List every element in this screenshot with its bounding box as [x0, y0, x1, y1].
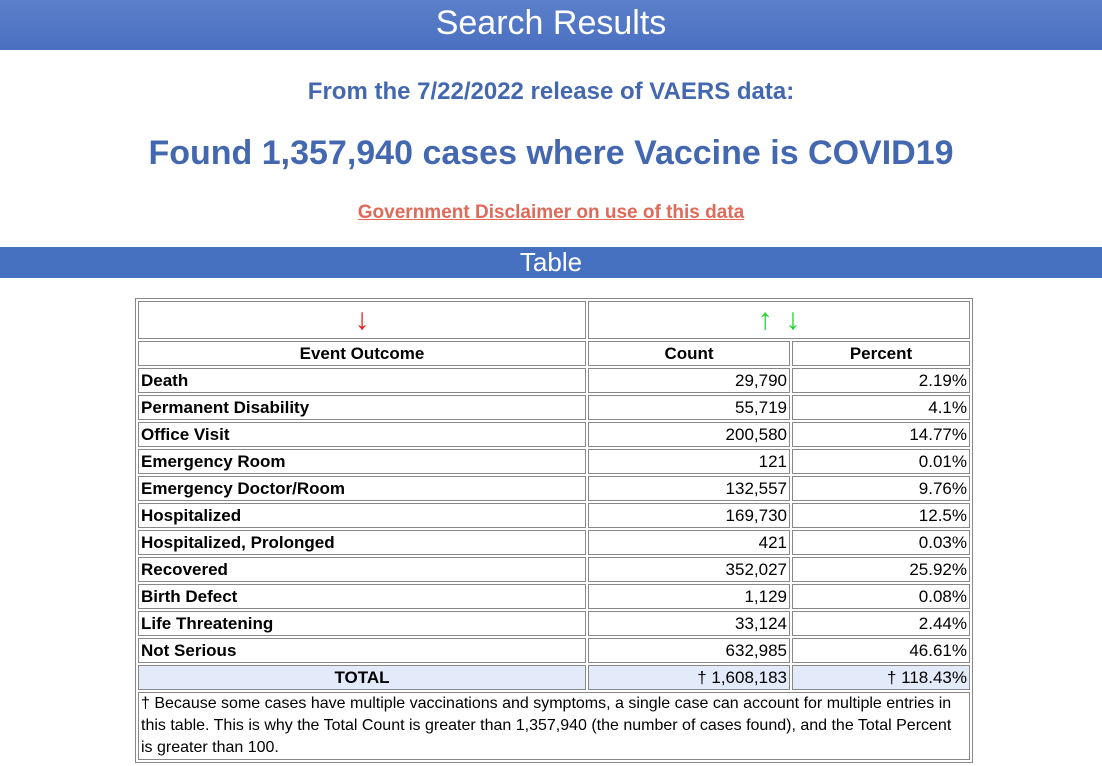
results-table: [135, 298, 973, 763]
table-row: [138, 368, 970, 393]
count-cell: 121: [588, 449, 790, 474]
outcome-cell: Recovered: [138, 557, 586, 582]
count-cell: 352,027: [588, 557, 790, 582]
table-row: [138, 395, 970, 420]
table-row: [138, 422, 970, 447]
outcome-cell: Hospitalized, Prolonged: [138, 530, 586, 555]
table-row: [138, 503, 970, 528]
sort-down-arrow-icon[interactable]: ↓: [785, 303, 801, 336]
disclaimer-container: [0, 202, 1102, 224]
percent-cell: 12.5%: [792, 503, 970, 528]
sort-down-arrow-icon[interactable]: ↓: [354, 303, 370, 336]
count-cell: 132,557: [588, 476, 790, 501]
percent-cell: 0.08%: [792, 584, 970, 609]
outcome-cell: Life Threatening: [138, 611, 586, 636]
page-title: Search Results: [435, 4, 667, 42]
sort-up-arrow-icon[interactable]: ↑: [757, 303, 773, 336]
percent-cell: 46.61%: [792, 638, 970, 663]
count-cell: 632,985: [588, 638, 790, 663]
table-row: [138, 449, 970, 474]
search-results-header: [0, 0, 1102, 50]
found-cases-heading: Found 1,357,940 cases where Vaccine is COVID19: [148, 134, 954, 172]
table-row: [138, 584, 970, 609]
percent-cell: 0.01%: [792, 449, 970, 474]
table-row: [138, 611, 970, 636]
government-disclaimer-link[interactable]: Government Disclaimer on use of this data: [357, 202, 745, 223]
outcome-sort-cell: [138, 301, 586, 339]
percent-cell: 25.92%: [792, 557, 970, 582]
outcome-cell: Emergency Room: [138, 449, 586, 474]
count-cell: 55,719: [588, 395, 790, 420]
count-cell: 33,124: [588, 611, 790, 636]
count-cell: 169,730: [588, 503, 790, 528]
percent-cell: 0.03%: [792, 530, 970, 555]
outcome-cell: Birth Defect: [138, 584, 586, 609]
percent-cell: 2.44%: [792, 611, 970, 636]
count-sort-cell: [588, 301, 970, 339]
total-label: TOTAL: [138, 665, 586, 690]
table-row: [138, 638, 970, 663]
count-cell: 200,580: [588, 422, 790, 447]
column-header-percent: Percent: [792, 341, 970, 366]
total-count: † 1,608,183: [588, 665, 790, 690]
percent-cell: 4.1%: [792, 395, 970, 420]
outcome-cell: Office Visit: [138, 422, 586, 447]
outcome-cell: Not Serious: [138, 638, 586, 663]
release-text: From the 7/22/2022 release of VAERS data:: [307, 78, 795, 105]
count-cell: 29,790: [588, 368, 790, 393]
footnote-row: [138, 692, 970, 760]
table-section-header: [0, 247, 1102, 278]
table-row: [138, 530, 970, 555]
outcome-cell: Emergency Doctor/Room: [138, 476, 586, 501]
outcome-cell: Hospitalized: [138, 503, 586, 528]
table-header-row: [138, 341, 970, 366]
column-header-event-outcome: Event Outcome: [138, 341, 586, 366]
footnote-text: † Because some cases have multiple vaccinations and symptoms, a single case can account for multiple entries in this table. This is why the Total Count is greater than 1,357,940 (the number of cases found), and the Total Percent is greater than 100.: [138, 692, 970, 760]
column-header-count: Count: [588, 341, 790, 366]
table-row: [138, 476, 970, 501]
total-percent: † 118.43%: [792, 665, 970, 690]
count-cell: 1,129: [588, 584, 790, 609]
count-cell: 421: [588, 530, 790, 555]
percent-cell: 14.77%: [792, 422, 970, 447]
table-row: [138, 557, 970, 582]
percent-cell: 9.76%: [792, 476, 970, 501]
outcome-cell: Death: [138, 368, 586, 393]
outcome-cell: Permanent Disability: [138, 395, 586, 420]
section-title: Table: [519, 247, 583, 277]
percent-cell: 2.19%: [792, 368, 970, 393]
total-row: [138, 665, 970, 690]
sort-row: [138, 301, 970, 339]
